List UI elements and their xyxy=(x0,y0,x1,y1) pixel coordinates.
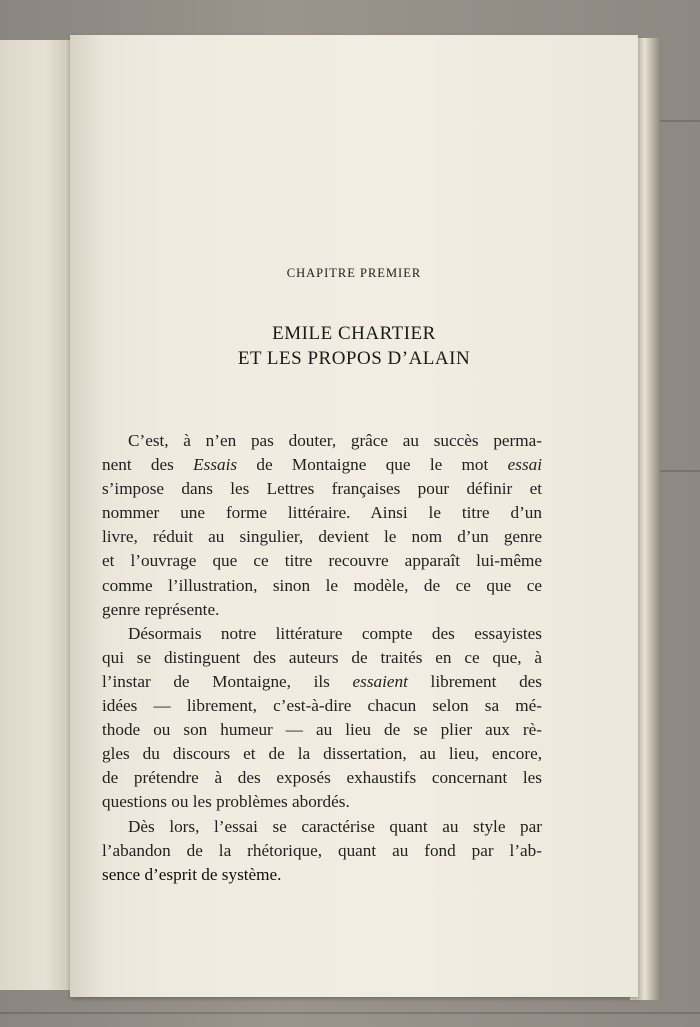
text-line: questions ou les problèmes abordés. xyxy=(102,792,350,812)
text-line: comme l’illustration, sinon le modèle, de ce que ce xyxy=(102,575,542,595)
book-page xyxy=(70,35,638,997)
text-line: nommer une forme littéraire. Ainsi le titre d’un xyxy=(102,503,542,523)
text-line: qui se distinguent des auteurs de traités en ce que, à xyxy=(102,647,542,667)
italic-word: Essais xyxy=(193,455,238,475)
italic-word: essaient xyxy=(352,671,408,691)
chapter-title xyxy=(70,321,638,371)
title-line: EMILE CHARTIER xyxy=(272,323,436,344)
text-line: s’impose dans les Lettres françaises pour définir et xyxy=(102,479,542,499)
text-line: gles du discours et de la dissertation, au lieu, encore, xyxy=(102,744,542,764)
title-line: ET LES PROPOS D’ALAIN xyxy=(237,348,471,369)
text-line: l’instar de Montaigne, ils essaient librement des xyxy=(102,671,542,691)
text-line: Désormais notre littérature compte des essayistes xyxy=(128,623,542,643)
text-line: thode ou son humeur — au lieu de se plier aux rè- xyxy=(102,720,542,740)
text-line: Dès lors, l’essai se caractérise quant au style par xyxy=(128,816,542,836)
text-line: sence d’esprit de système. xyxy=(102,864,282,884)
text-line: idées — librement, c’est-à-dire chacun selon sa mé- xyxy=(102,696,542,716)
text-line: nent des Essais de Montaigne que le mot essai xyxy=(102,455,542,475)
text-line: l’abandon de la rhétorique, quant au fond par l’ab- xyxy=(102,840,542,860)
text-line: livre, réduit au singulier, devient le nom d’un genre xyxy=(102,527,542,547)
text-line: C’est, à n’en pas douter, grâce au succès perma- xyxy=(128,431,542,450)
wood-grain xyxy=(0,1012,700,1014)
text-line: de prétendre à des exposés exhaustifs concernant les xyxy=(102,768,542,788)
text-line: et l’ouvrage que ce titre recouvre apparaît lui-même xyxy=(102,551,542,571)
italic-word: essai xyxy=(507,455,542,475)
chapter-label: CHAPITRE PREMIER xyxy=(286,266,422,280)
text-line: genre représente. xyxy=(102,599,220,619)
body-text xyxy=(102,429,542,887)
